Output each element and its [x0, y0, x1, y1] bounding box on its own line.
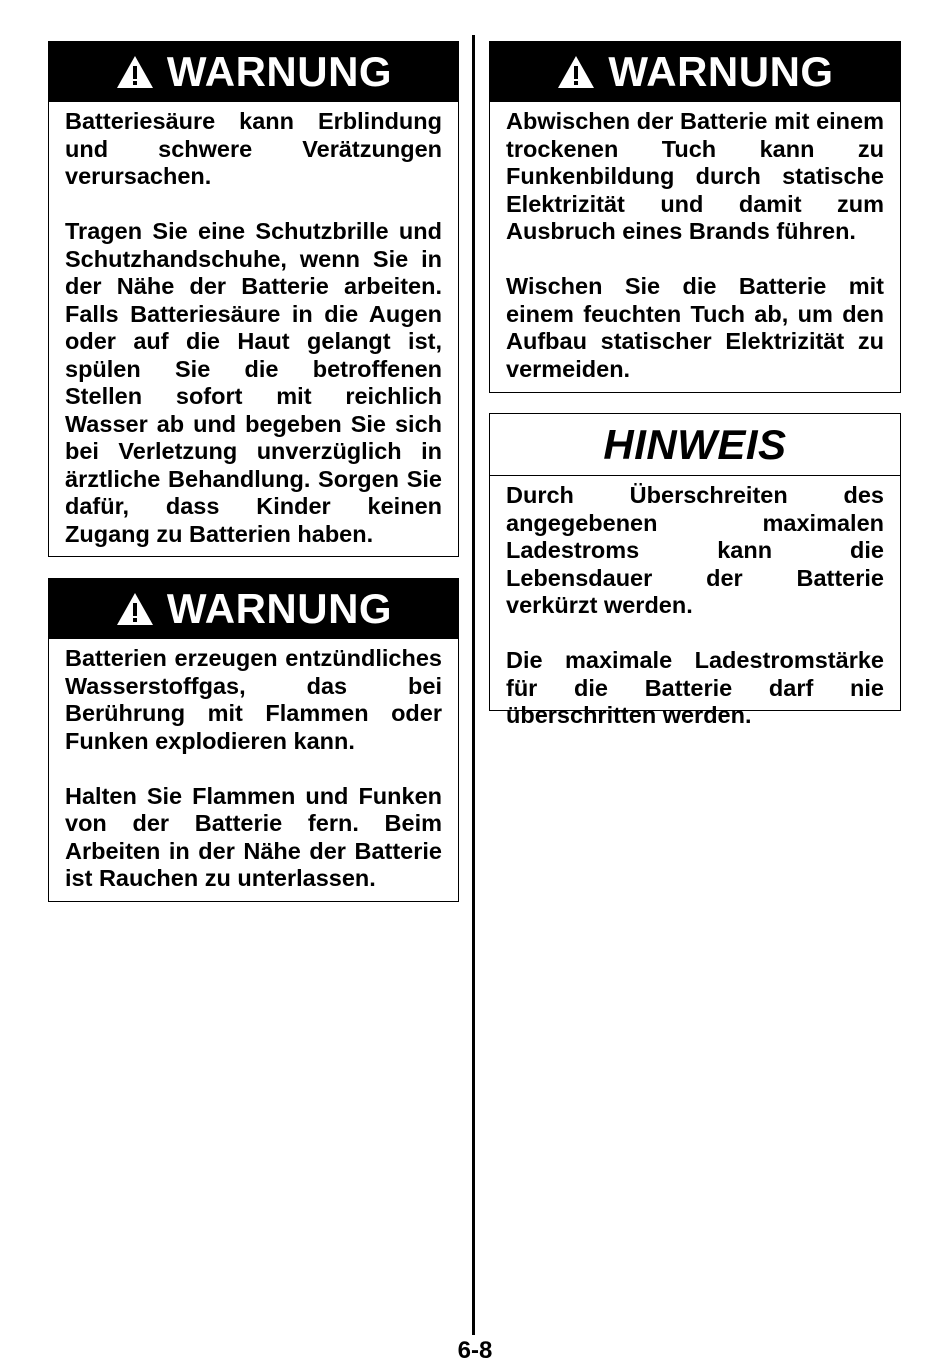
warning-title: WARNUNG: [166, 48, 393, 95]
warning-header: [490, 42, 900, 102]
warning-header: [49, 42, 458, 102]
warning-header: [49, 579, 458, 639]
warning-paragraph: Batteriesäure kann Erblindung und schwere Verätzungen verursachen.: [65, 108, 442, 189]
warning-box-static-electricity: [489, 41, 901, 393]
warning-body: [49, 102, 458, 560]
page-number: 6-8: [457, 1337, 493, 1364]
warning-title: WARNUNG: [608, 48, 834, 95]
notice-body: [490, 476, 900, 742]
notice-header: [490, 414, 900, 476]
warning-body: [49, 639, 458, 905]
warning-triangle-icon: [115, 54, 155, 90]
warning-paragraph: Halten Sie Flammen und Funken von der Batterie fern. Beim Arbeiten in der Nähe der Batterie ist Rauchen zu unterlassen.: [65, 782, 442, 891]
warning-triangle-icon: [556, 54, 596, 90]
warning-title: WARNUNG: [166, 585, 393, 632]
notice-paragraph: Die maximale Ladestromstärke für die Batterie darf nie überschritten werden.: [506, 647, 884, 728]
warning-box-hydrogen-gas: [48, 578, 459, 902]
warning-paragraph: Batterien erzeugen entzündliches Wasserstoffgas, das bei Berührung mit Flammen oder Funken explodieren kann.: [65, 645, 442, 754]
warning-body: [490, 102, 900, 395]
warning-triangle-icon: [115, 591, 155, 627]
notice-box-charging-current: [489, 413, 901, 728]
warning-paragraph: Wischen Sie die Batterie mit einem feuchten Tuch ab, um den Aufbau statischer Elektrizität zu vermeiden.: [506, 273, 884, 382]
warning-paragraph: Tragen Sie eine Schutzbrille und Schutzhandschuhe, wenn Sie in der Nähe der Batterie arbeiten. Falls Batteriesäure in die Augen oder auf die Haut gelangt ist, spülen Sie die betroffenen Stellen sofort mit reichlich Wasser ab und begeben Sie sich bei Verletzung unverzüglich in ärztliche Behandlung. Sorgen Sie dafür, dass Kinder keinen Zugang zu Batterien haben.: [65, 218, 442, 547]
notice-paragraph: Durch Überschreiten des angegebenen maximalen Ladestroms kann die Lebensdauer der Batterie verkürzt werden.: [506, 482, 884, 618]
warning-box-battery-acid: [48, 41, 459, 557]
notice-title: HINWEIS: [603, 420, 787, 468]
warning-paragraph: Abwischen der Batterie mit einem trockenen Tuch kann zu Funkenbildung durch statische Elektrizität und damit zum Ausbruch eines Brands führen.: [506, 108, 884, 244]
column-divider: [472, 35, 475, 1335]
